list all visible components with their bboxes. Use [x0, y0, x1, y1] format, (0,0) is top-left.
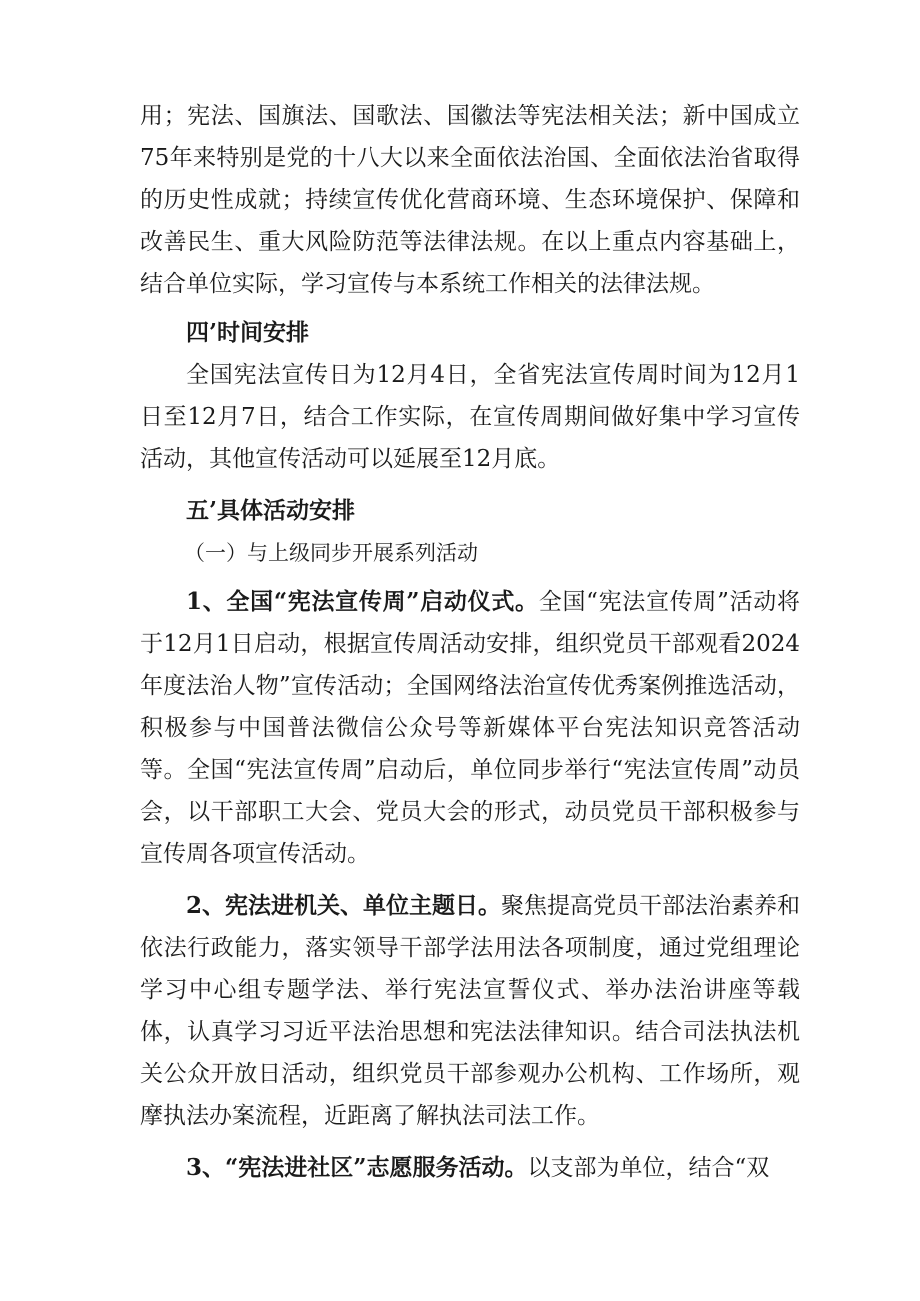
section-heading-activity-schedule: 五’具体活动安排	[186, 497, 356, 524]
activity-item-1-title: 1、全国“宪法宣传周”启动仪式。	[186, 588, 539, 615]
document-page	[140, 95, 800, 1189]
activity-item-1-body: 全国“宪法宣传周”活动将于12月1日启动，根据宣传周活动安排，组织党员干部观看2024年度法治人物”宣传活动；全国网络法治宣传优秀案例推选活动，积极参与中国普法微信公众号等新媒体平台宪法知识竞答活动等。全国“宪法宣传周”启动后，单位同步举行“宪法宣传周”动员会，以干部职工大会、党员大会的形式，动员党员干部积极参与宣传周各项宣传活动。	[140, 589, 800, 867]
activity-item-2-title: 2、宪法进机关、单位主题日。	[186, 892, 502, 919]
section-heading-time-schedule: 四’时间安排	[186, 319, 310, 346]
activity-item-2	[140, 885, 800, 1137]
activity-item-2-body: 聚焦提高党员干部法治素养和依法行政能力，落实领导干部学法用法各项制度，通过党组理论学习中心组专题学法、举行宪法宣誓仪式、举办法治讲座等载体，认真学习习近平法治思想和宪法法律知识。结合司法执法机关公众开放日活动，组织党员干部参观办公机构、工作场所，观摩执法办案流程，近距离了解执法司法工作。	[140, 893, 801, 1129]
time-schedule-paragraph: 全国宪法宣传日为12月4日，全省宪法宣传周时间为12月1日至12月7日，结合工作实际，在宣传周期间做好集中学习宣传活动，其他宣传活动可以延展至12月底。	[140, 362, 800, 472]
activity-item-3-title: 3、“宪法进社区”志愿服务活动。	[186, 1154, 528, 1181]
activity-item-3-body: 以支部为单位，结合“双	[527, 1155, 770, 1181]
subsection-heading-sync-activities: （一）与上级同步开展系列活动	[184, 541, 478, 565]
activity-item-3	[140, 1147, 800, 1189]
continuation-paragraph: 用；宪法、国旗法、国歌法、国徽法等宪法相关法；新中国成立75年来特别是党的十八大以来全面依法治国、全面依法治省取得的历史性成就；持续宣传优化营商环境、生态环境保护、保障和改善民生、重大风险防范等法律法规。在以上重点内容基础上，结合单位实际，学习宣传与本系统工作相关的法律法规。	[140, 103, 800, 297]
activity-item-1	[140, 581, 800, 875]
